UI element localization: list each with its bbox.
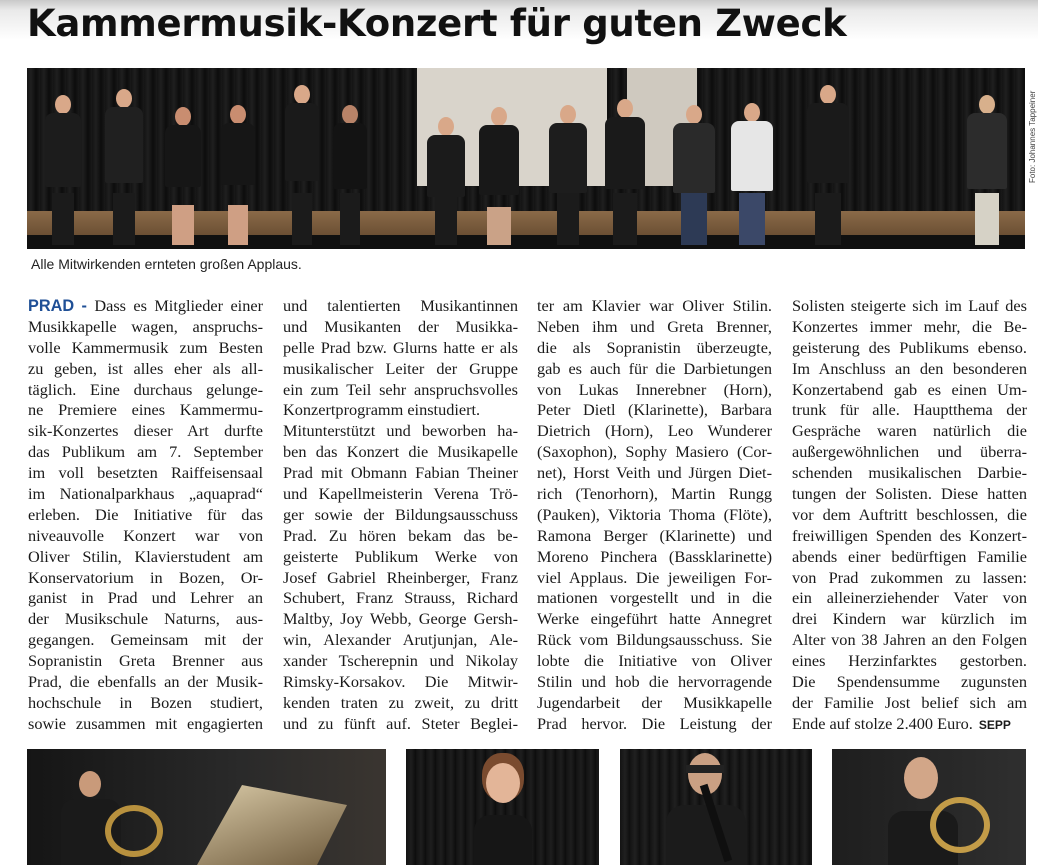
- text-line: ein alleinerziehender Vater von: [792, 588, 1027, 608]
- text-line: kenden traten zu zweit, zu dritt: [283, 692, 518, 712]
- text-line: viel Applaus. Die jeweiligen For-: [537, 567, 772, 587]
- text-line: Ramona Berger (Klarinette) und: [537, 525, 772, 545]
- text-line: volle Kammermusik zum Besten: [28, 337, 263, 357]
- dateline-separator: -: [81, 297, 87, 315]
- text-line: pelle Prad bzw. Glurns hatte er als: [283, 337, 518, 357]
- text-line: sik-Konzertes dieser Art durfte: [28, 421, 263, 441]
- text-line: zu geben, ist alles eher als all-: [28, 358, 263, 378]
- text-line: geisterung des Publikums ebenso.: [792, 337, 1027, 357]
- text-line: der Musikschule Naturns, aus-: [28, 609, 263, 629]
- horn-player-photo: [27, 749, 386, 865]
- text-line: ganist in Prad und Lehrer an: [28, 588, 263, 608]
- performer: [479, 107, 519, 245]
- text-line: ne Premiere eines Kammermu-: [28, 400, 263, 420]
- photo-caption: Alle Mitwirkenden ernteten großen Applaus.: [31, 256, 302, 272]
- soprano-singer: [468, 753, 538, 865]
- text-line: vor dem Auftritt beschlossen, die: [792, 504, 1027, 524]
- performer-with-horn: [105, 89, 143, 245]
- text-line: Oliver Stilin, Klavierstudent am: [28, 546, 263, 566]
- text-line: Neben ihm und Greta Brenner,: [537, 316, 772, 336]
- text-line: Rück vom Bildungsausschuss. Sie: [537, 630, 772, 650]
- text-line: das Publikum am 7. September: [28, 442, 263, 462]
- performer: [45, 95, 81, 245]
- text-line: Die Spendensumme zugunsten: [792, 672, 1027, 692]
- clarinet-player-photo: [620, 749, 812, 865]
- performer: [731, 103, 773, 245]
- text-line: Gespräche waren natürlich die: [792, 421, 1027, 441]
- text-line: täglich. Eine durchaus gelunge-: [28, 379, 263, 399]
- soprano-photo: [406, 749, 599, 865]
- text-line: von Lukas Innerebner (Horn),: [537, 379, 772, 399]
- article-headline: Kammermusik-Konzert für guten Zweck: [27, 2, 847, 45]
- article-column-3: [537, 296, 772, 735]
- text-line: Maltby, Joy Webb, George Gersh-: [283, 609, 518, 629]
- text-line: (Saxophon), Sophy Masiero (Cor-: [537, 442, 772, 462]
- text-line: schenden musikalischen Darbie-: [792, 463, 1027, 483]
- author-byline: SEPP: [978, 717, 1011, 732]
- text-line: rich (Tenorhorn), Martin Rungg: [537, 484, 772, 504]
- text-line: niveauvolle Konzert war von: [28, 525, 263, 545]
- text-line: Alter von 38 Jahren an den Folgen: [792, 630, 1027, 650]
- text-line: (Pauken), Viktoria Thoma (Flöte),: [537, 504, 772, 524]
- text-line: Prad mit Obmann Fabian Theiner: [283, 463, 518, 483]
- text-line: gegangen. Gemeinsam mit der: [28, 630, 263, 650]
- text-line: mationen vorgestellt und in die: [537, 588, 772, 608]
- text-line: im Nationalparkhaus „aquaprad“: [28, 484, 263, 504]
- text-line: Rimsky-Korsakov. Die Mitwir-: [283, 672, 518, 692]
- article-column-1: [28, 296, 263, 735]
- text-line: Im Anschluss an den besonderen: [792, 358, 1027, 378]
- performer: [605, 99, 645, 245]
- text-line: Prad hervor. Die Leistung der: [537, 713, 772, 733]
- group-photo: [27, 68, 1025, 249]
- text-line: Konzertprogramm einstudiert.: [283, 400, 481, 420]
- presenter: [967, 95, 1007, 245]
- text-line: Werke eingeführt hatte Annegret: [537, 609, 772, 629]
- text-line: gab es auch für die Darbietungen: [537, 358, 772, 378]
- photo-credit: Foto: Johannes Tappeiner: [1028, 90, 1037, 183]
- performer: [427, 117, 465, 245]
- text-line: net), Horst Veith und Jürgen Diet-: [537, 463, 772, 483]
- clarinet-player: [660, 753, 750, 865]
- article-column-4: [792, 296, 1027, 735]
- text-line: außergewöhnlichen und überra-: [792, 442, 1027, 462]
- performer: [549, 105, 587, 245]
- text-line: PRAD - Dass es Mitglieder einer: [28, 296, 263, 315]
- female-horn-player-photo: [832, 749, 1026, 865]
- text-line: Konzertes immer mehr, die Be-: [792, 316, 1027, 336]
- text-line: der Familie Jost belief sich am: [792, 692, 1027, 712]
- text-line: trunk für alle. Hauptthema der: [792, 400, 1027, 420]
- text-line: lobte die Initiative von Oliver: [537, 651, 772, 671]
- text-line: tungen der Solisten. Diese hatten: [792, 484, 1027, 504]
- text-line: geisterte Publikum Werke von: [283, 546, 518, 566]
- text-line: erleben. Die Initiative für das: [28, 504, 263, 524]
- text-line: hochschule in Bozen studiert,: [28, 692, 263, 712]
- performer: [221, 105, 255, 245]
- dateline: PRAD: [28, 297, 75, 315]
- text-line: Dietrich (Horn), Leo Wunderer: [537, 421, 772, 441]
- text-line: und Musikanten der Musikka-: [283, 316, 518, 336]
- text-line: und zu fünft auf. Steter Beglei-: [283, 713, 518, 733]
- text-line: Ende auf stolze 2.400 Euro. SEPP: [792, 713, 1011, 733]
- text-line: ben das Konzert die Musikapelle: [283, 442, 518, 462]
- article-column-2: [283, 296, 518, 735]
- text-line: Josef Gabriel Rheinberger, Franz: [283, 567, 518, 587]
- text-line: und talentierten Musikantinnen: [283, 296, 518, 315]
- text-line: Sopranistin Greta Brenner aus: [28, 651, 263, 671]
- text-line: Konzertabend gab es einen Um-: [792, 379, 1027, 399]
- text-line: Mitunterstützt und beworben ha-: [283, 421, 518, 441]
- text-line: eines Herzinfarktes gestorben.: [792, 651, 1027, 671]
- text-line: freiwilligen Spenden des Konzert-: [792, 525, 1027, 545]
- text-line: die als Sopranistin überzeugte,: [537, 337, 772, 357]
- text-line: sowie zusammen mit engagierten: [28, 713, 263, 733]
- text-line: Musikkapelle wagen, anspruchs-: [28, 316, 263, 336]
- female-horn-player: [880, 753, 980, 865]
- text-line: ger sowie der Bildungsausschuss: [283, 504, 518, 524]
- text-line: abends einer bedürftigen Familie: [792, 546, 1027, 566]
- text-line: Schubert, Franz Strauss, Richard: [283, 588, 518, 608]
- text-line: Moreno Pinchera (Bassklarinette): [537, 546, 772, 566]
- text-line: drei Kindern war kürzlich im: [792, 609, 1027, 629]
- performer: [333, 105, 367, 245]
- text-line: Stilin und hob die hervorragende: [537, 672, 772, 692]
- text-line: win, Alexander Arutjunjan, Ale-: [283, 630, 518, 650]
- text-line: Prad. Zu hören bekam das be-: [283, 525, 518, 545]
- performer: [285, 85, 319, 245]
- text-line: Konservatorium in Bozen, Or-: [28, 567, 263, 587]
- text-line: und Kapellmeisterin Verena Trö-: [283, 484, 518, 504]
- text-line: Prad, die ebenfalls an der Musik-: [28, 672, 263, 692]
- horn-player: [61, 765, 121, 865]
- text-line: im voll besetzten Raiffeisensaal: [28, 463, 263, 483]
- text-line: Jugendarbeit der Musikkapelle: [537, 692, 772, 712]
- performer: [165, 107, 201, 245]
- text-line: von Prad zukommen zu lassen:: [792, 567, 1027, 587]
- performer: [807, 85, 849, 245]
- text-line: xander Tscherepnin und Nikolay: [283, 651, 518, 671]
- text-line: ein zum Teil sehr anspruchsvolles: [283, 379, 518, 399]
- text-line: Solisten steigerte sich im Lauf des: [792, 296, 1027, 315]
- text-line: ter am Klavier war Oliver Stilin.: [537, 296, 772, 315]
- text-line: musikalischer Leiter der Gruppe: [283, 358, 518, 378]
- text-line: Peter Dietl (Klarinette), Barbara: [537, 400, 772, 420]
- performer: [673, 105, 715, 245]
